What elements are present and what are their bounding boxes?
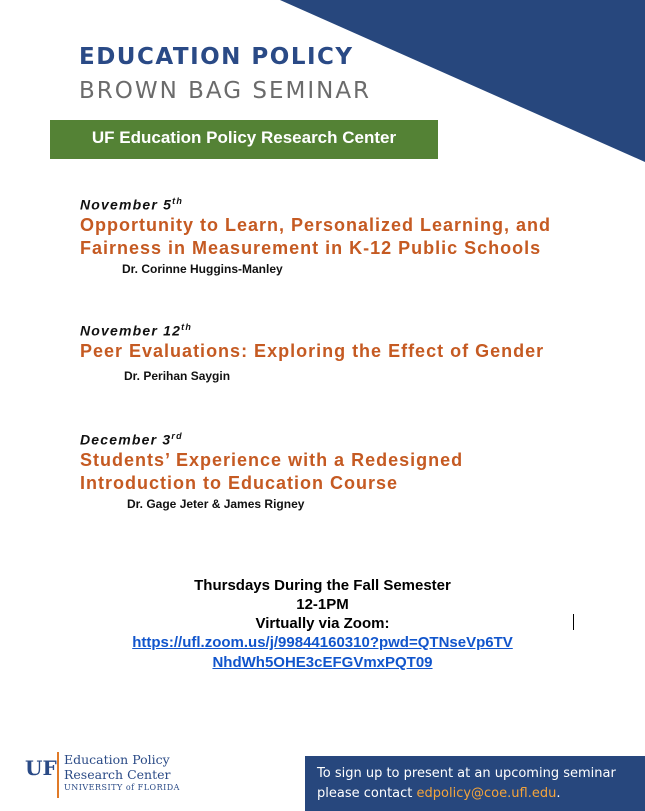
seminar-title-line1: EDUCATION POLICY	[79, 44, 354, 70]
research-center-banner-text: UF Education Policy Research Center	[91, 128, 397, 147]
seminar-title-line2: BROWN BAG SEMINAR	[79, 78, 372, 104]
event-date: November 12th	[80, 322, 193, 339]
signup-text-line2: please contact edpolicy@coe.ufl.edu.	[317, 786, 561, 801]
schedule-venue: Virtually via Zoom:	[255, 615, 390, 632]
signup-text-line1: To sign up to present at an upcoming seminar	[317, 766, 616, 781]
logo-text-line3: UNIVERSITY of FLORIDA	[64, 783, 180, 792]
research-center-banner	[50, 120, 438, 159]
event-date: November 5th	[80, 196, 184, 213]
event-title: Peer Evaluations: Exploring the Effect of Gender	[80, 340, 545, 361]
event-title: Students’ Experience with a Redesigned Introduction to Education Course	[80, 449, 464, 493]
signup-banner	[305, 756, 645, 811]
schedule-info	[0, 576, 645, 673]
logo-text-line2: Research Center	[64, 767, 171, 782]
event-title: Opportunity to Learn, Personalized Learning, and Fairness in Measurement in K-12 Public Schools	[80, 214, 552, 258]
event-1	[80, 196, 551, 276]
logo-divider	[57, 752, 59, 798]
event-2	[80, 322, 544, 383]
event-3	[80, 431, 463, 511]
contact-email-link[interactable]: edpolicy@coe.ufl.edu	[416, 786, 557, 801]
event-speaker: Dr. Perihan Saygin	[124, 368, 231, 383]
schedule-time: 12-1PM	[296, 596, 349, 613]
schedule-day: Thursdays During the Fall Semester	[194, 577, 451, 594]
event-speaker: Dr. Gage Jeter & James Rigney	[127, 496, 305, 511]
text-cursor	[573, 614, 574, 630]
logo-text-line1: Education Policy	[64, 752, 170, 767]
event-date: December 3rd	[80, 431, 183, 448]
zoom-link[interactable]: https://ufl.zoom.us/j/99844160310?pwd=QTNseVp6TV NhdWh5OHE3cEFGVmxPQT09	[132, 634, 513, 671]
uf-logo-mark: UF	[25, 756, 57, 780]
event-speaker: Dr. Corinne Huggins-Manley	[122, 261, 283, 276]
